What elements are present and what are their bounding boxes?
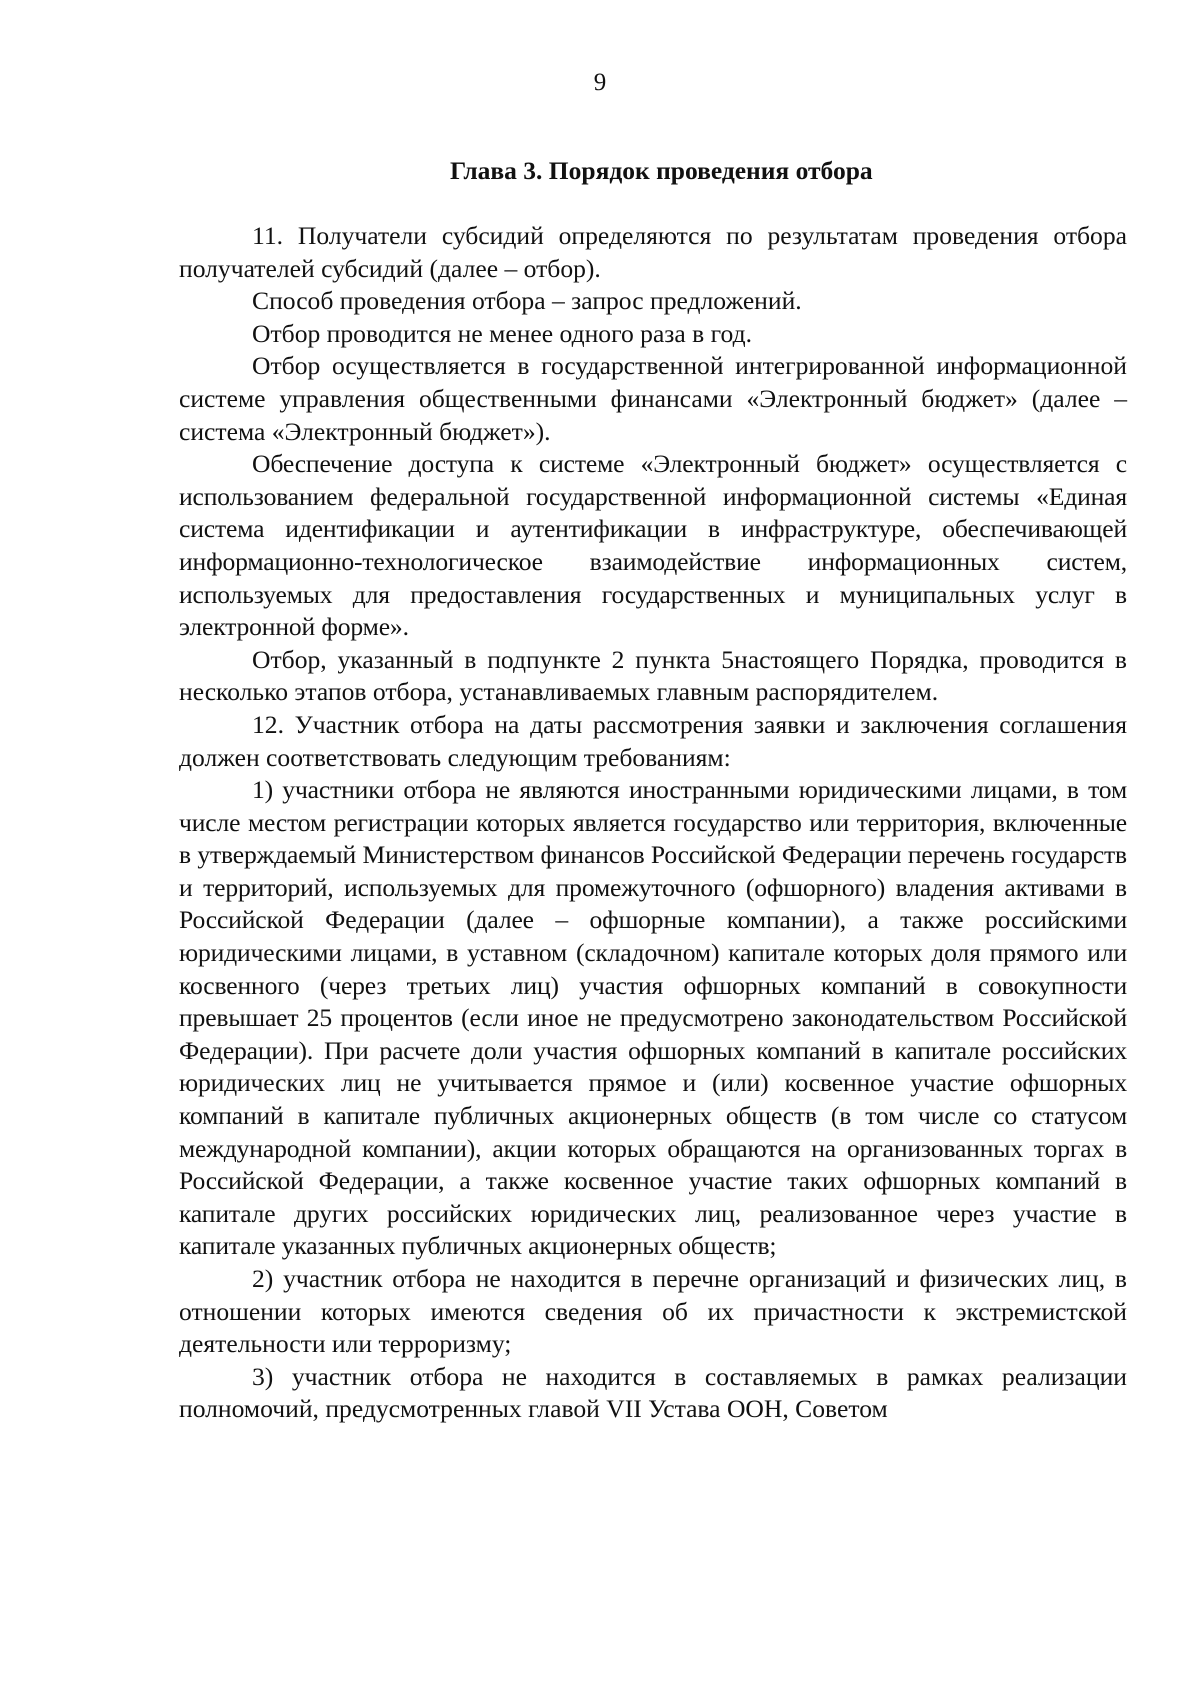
paragraph-electronic-budget: Отбор осуществляется в государственной интегрированной информационной системе управления общественными финансами «Электронный бюджет» (далее – система «Электронный бюджет»).	[179, 351, 1127, 446]
requirement-1-offshore: 1) участники отбора не являются иностранными юридическими лицами, в том числе местом регистрации которых является государство или территория, включенные в утверждаемый Министерством финансов Российской Федерации перечень государств и территорий, используемых для промежуточного (офшорного) владения активами в Российской Федерации (далее – офшорные компании), а также российскими юридическими лицами, в уставном (складочном) капитале которых доля прямого или косвенного (через третьих лиц) участия офшорных компаний в совокупности превышает 25 процентов (если иное не предусмотрено законодательством Российской Федерации). При расчете доли участия офшорных компаний в капитале российских юридических лиц не учитывается прямое и (или) косвенное участие офшорных компаний в капитале публичных акционерных обществ (в том числе со статусом международной компании), акции которых обращаются на организованных торгах в Российской Федерации, а также косвенное участие таких офшорных компаний в капитале других российских юридических лиц, реализованное через участие в капитале указанных публичных акционерных обществ;	[179, 775, 1127, 1261]
paragraph-selection-frequency: Отбор проводится не менее одного раза в год.	[252, 318, 752, 348]
requirement-3-un-lists: 3) участник отбора не находится в составляемых в рамках реализации полномочий, предусмотренных главой VII Устава ООН, Советом	[179, 1361, 1127, 1424]
page-number: 9	[593, 69, 607, 96]
document-body	[179, 220, 1127, 1426]
requirement-2-extremism: 2) участник отбора не находится в перечне организаций и физических лиц, в отношении которых имеются сведения об их причастности к экстремистской деятельности или терроризму;	[179, 1264, 1127, 1359]
paragraph-11-recipients: 11. Получатели субсидий определяются по результатам проведения отбора получателей субсидий (далее – отбор).	[179, 221, 1127, 283]
paragraph-selection-stages: Отбор, указанный в подпункте 2 пункта 5настоящего Порядка, проводится в несколько этапов отбора, устанавливаемых главным распорядителем.	[179, 644, 1127, 707]
paragraph-selection-method: Способ проведения отбора – запрос предложений.	[252, 286, 802, 316]
chapter-title: Глава 3. Порядок проведения отбора	[450, 156, 873, 185]
paragraph-12-requirements: 12. Участник отбора на даты рассмотрения заявки и заключения соглашения должен соответствовать следующим требованиям:	[179, 709, 1127, 772]
paragraph-system-access: Обеспечение доступа к системе «Электронный бюджет» осуществляется с использованием федеральной государственной информационной системы «Единая система идентификации и аутентификации в инфраструктуре, обеспечивающей информационно-технологическое взаимодействие информационных систем, используемых для предоставления государственных и муниципальных услуг в электронной форме».	[179, 449, 1127, 642]
